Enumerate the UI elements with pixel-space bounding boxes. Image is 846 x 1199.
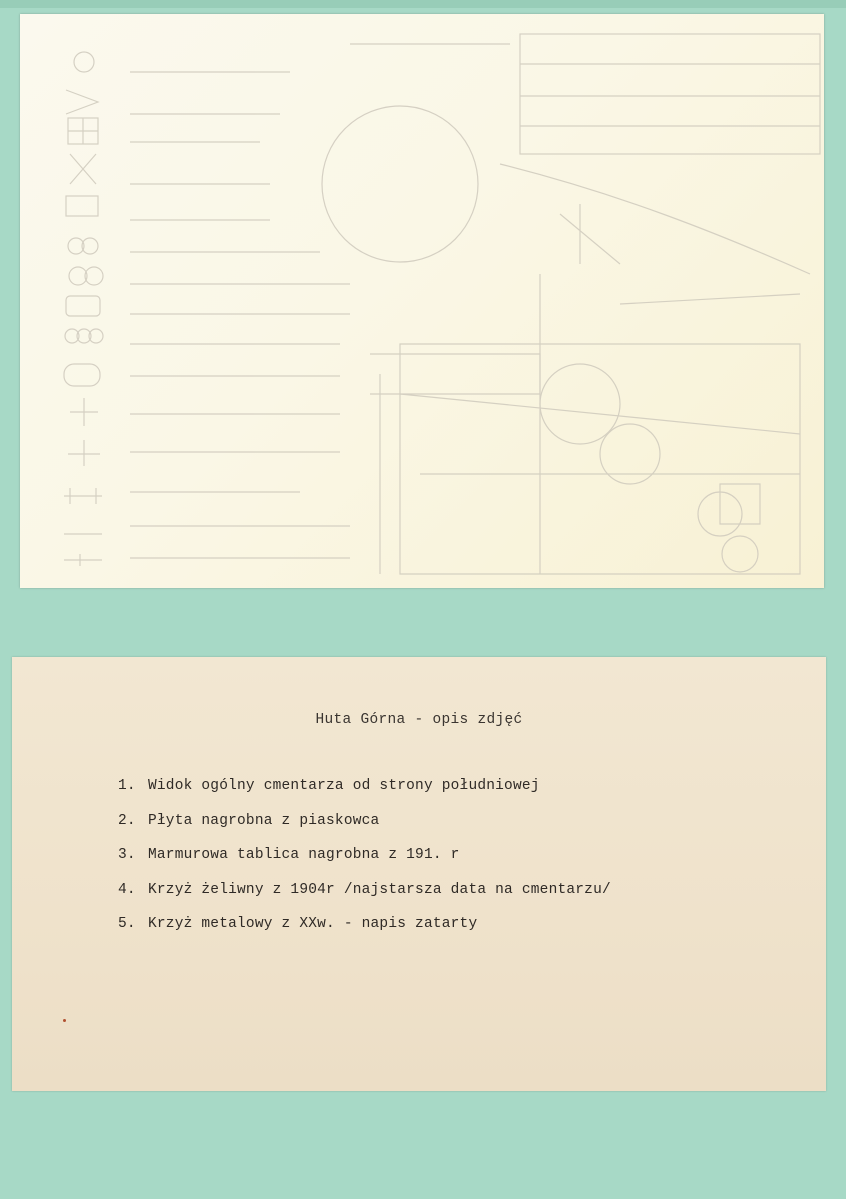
legend-map-photo: [20, 14, 824, 588]
page-top-edge: [0, 0, 846, 8]
item-number: 1.: [118, 778, 136, 794]
item-number: 5.: [118, 916, 136, 932]
list-item: [118, 913, 611, 948]
photo-description-card: [12, 657, 826, 1091]
paper-speck: [63, 1019, 66, 1022]
description-list: [118, 775, 611, 948]
faint-map-drawing: [20, 14, 824, 588]
item-text: Marmurowa tablica nagrobna z 191. r: [148, 847, 460, 863]
item-number: 2.: [118, 812, 136, 829]
item-text: Krzyż metalowy z XXw. - napis zatarty: [148, 916, 478, 932]
list-item: [118, 810, 611, 845]
item-text: Widok ogólny cmentarza od strony południowej: [148, 778, 540, 794]
item-number: 3.: [118, 847, 136, 863]
item-text: Płyta nagrobna z piaskowca: [148, 812, 380, 829]
list-item: [118, 844, 611, 879]
list-item: [118, 775, 611, 810]
item-number: 4.: [118, 881, 136, 898]
card-title: Huta Górna - opis zdjęć: [315, 712, 523, 728]
list-item: [118, 879, 611, 914]
item-text: Krzyż żeliwny z 1904r /najstarsza data na cmentarzu/: [148, 881, 611, 898]
